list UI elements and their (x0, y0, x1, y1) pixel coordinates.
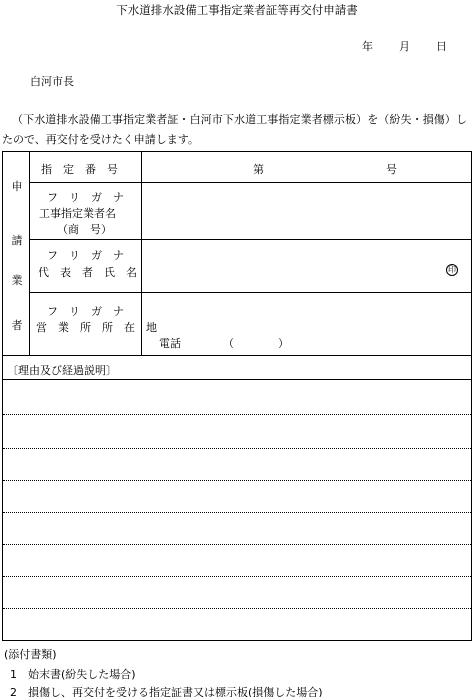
reason-line-5 (3, 544, 471, 545)
reason-line-1 (3, 414, 471, 415)
reason-heading-divider (3, 379, 471, 380)
designation-number-label: 指 定 番 号 (41, 163, 118, 176)
row-divider-1 (29, 182, 472, 183)
application-form (2, 151, 472, 641)
reason-line-3 (3, 480, 471, 481)
reason-line-2 (3, 448, 471, 449)
applicant-char-3: 業 (11, 274, 23, 287)
attachments-heading: (添付書類) (4, 648, 57, 661)
reason-line-7 (3, 608, 471, 609)
number-prefix: 第 (253, 163, 264, 176)
body-text-line-1: （下水道排水設備工事指定業者証・白河市下水道工事指定業者標示板）を（紛失・損傷）し (12, 113, 468, 126)
company-name-label: 工事指定業者名 (39, 207, 116, 220)
phone-label: 電話 (159, 337, 181, 350)
rep-name-label: 代 表 者 氏 名 (38, 266, 137, 279)
addr-furigana-label: フ リ ガ ナ (47, 305, 124, 318)
date-day: 日 (436, 40, 447, 53)
row-divider-2 (29, 239, 472, 240)
company-trade-name-label: （商 号） (57, 223, 112, 236)
attachment-item-2: 2 損傷し、再交付を受ける指定証書又は標示板(損傷した場合) (10, 686, 323, 697)
document-title: 下水道排水設備工事指定業者証等再交付申請書 (116, 3, 358, 17)
number-suffix: 号 (386, 163, 397, 176)
rep-furigana-label: フ リ ガ ナ (47, 249, 124, 262)
date-month: 月 (399, 40, 410, 53)
upper-section-bottom (3, 355, 471, 356)
seal-mark: 印 (448, 265, 456, 274)
phone-parens: （ ） (223, 337, 289, 350)
body-text-line-2: たので、再交付を受けたく申請します。 (2, 133, 199, 146)
addressee: 白河市長 (30, 75, 74, 88)
applicant-char-2: 請 (11, 234, 23, 247)
reason-line-4 (3, 512, 471, 513)
date-line (362, 38, 447, 54)
row-divider-3 (29, 292, 472, 293)
attachment-item-1: 1 始末書(紛失した場合) (10, 668, 136, 681)
office-address-label: 営 業 所 所 在 地 (36, 321, 157, 334)
applicant-char-4: 者 (11, 319, 23, 332)
reason-line-6 (3, 576, 471, 577)
date-year: 年 (362, 40, 373, 53)
company-furigana-label: フ リ ガ ナ (47, 191, 124, 204)
applicant-char-1: 申 (11, 180, 23, 193)
reason-heading: 〔理由及び経過説明〕 (7, 364, 117, 377)
